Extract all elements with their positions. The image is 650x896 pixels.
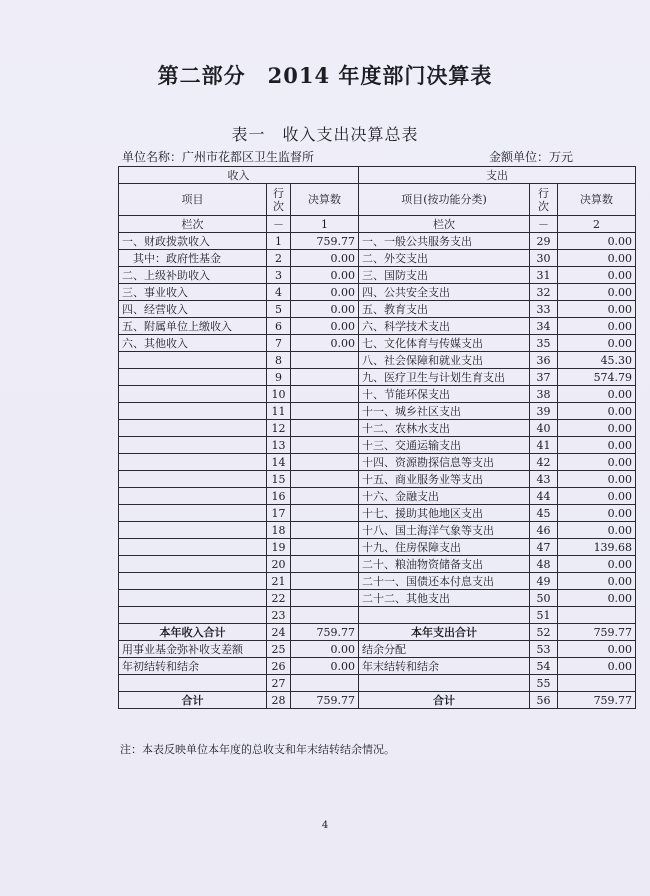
expense-item-cell: 五、教育支出 — [359, 301, 530, 318]
table-row — [119, 658, 636, 675]
income-amount-cell — [291, 573, 359, 590]
table-row — [119, 607, 636, 624]
income-item-cell: 本年收入合计 — [119, 624, 267, 641]
income-amount-cell: 0.00 — [291, 301, 359, 318]
unit-name: 单位名称：广州市花都区卫生监督所 — [122, 150, 315, 164]
lanci-label-expense: 栏次 — [359, 216, 530, 233]
income-item-cell: 用事业基金弥补收支差额 — [119, 641, 267, 658]
expense-item-cell: 九、医疗卫生与计划生育支出 — [359, 369, 530, 386]
income-expense-table — [118, 166, 636, 709]
expense-row-no-cell: 47 — [530, 539, 558, 556]
table-row — [119, 624, 636, 641]
income-amount-cell: 0.00 — [291, 335, 359, 352]
expense-amount-cell: 0.00 — [558, 454, 636, 471]
table-row — [119, 267, 636, 284]
expense-amount-cell: 0.00 — [558, 556, 636, 573]
income-amount-cell — [291, 420, 359, 437]
expense-item-cell: 结余分配 — [359, 641, 530, 658]
expense-row-no-cell: 49 — [530, 573, 558, 590]
table-row — [119, 539, 636, 556]
page-title: 第二部分 2014 年度部门决算表 — [157, 63, 493, 88]
income-item-cell: 六、其他收入 — [119, 335, 267, 352]
expense-item-cell: 二十二、其他支出 — [359, 590, 530, 607]
table-row — [119, 556, 636, 573]
table-row — [119, 454, 636, 471]
income-item-cell — [119, 471, 267, 488]
expense-amount-cell: 0.00 — [558, 301, 636, 318]
expense-item-cell: 八、社会保障和就业支出 — [359, 352, 530, 369]
expense-amount-cell: 0.00 — [558, 233, 636, 250]
expense-amount-cell: 0.00 — [558, 403, 636, 420]
income-amount-cell — [291, 454, 359, 471]
income-group-header: 收入 — [119, 167, 359, 184]
income-row-no-cell: 22 — [267, 590, 291, 607]
expense-amount-cell: 0.00 — [558, 267, 636, 284]
income-row-no-cell: 4 — [267, 284, 291, 301]
income-row-no-cell: 15 — [267, 471, 291, 488]
income-amount-cell — [291, 386, 359, 403]
income-amount-cell — [291, 505, 359, 522]
expense-row-no-cell: 40 — [530, 420, 558, 437]
income-amount-cell — [291, 471, 359, 488]
expense-item-cell: 十五、商业服务业等支出 — [359, 471, 530, 488]
lanci-dash-income: － — [267, 216, 291, 233]
income-row-no-cell: 5 — [267, 301, 291, 318]
expense-item-cell — [359, 607, 530, 624]
expense-amount-cell: 0.00 — [558, 590, 636, 607]
income-amount-cell: 0.00 — [291, 658, 359, 675]
table-title: 表一 收入支出决算总表 — [231, 125, 419, 144]
col-header-income-amount: 决算数 — [291, 184, 359, 216]
expense-row-no-cell: 53 — [530, 641, 558, 658]
lanci-col-expense: 2 — [558, 216, 636, 233]
income-item-cell — [119, 386, 267, 403]
expense-item-cell: 本年支出合计 — [359, 624, 530, 641]
expense-row-no-cell: 50 — [530, 590, 558, 607]
expense-amount-cell: 0.00 — [558, 522, 636, 539]
income-row-no-cell: 21 — [267, 573, 291, 590]
income-row-no-cell: 28 — [267, 692, 291, 709]
expense-item-cell: 七、文化体育与传媒支出 — [359, 335, 530, 352]
income-row-no-cell: 14 — [267, 454, 291, 471]
income-row-no-cell: 13 — [267, 437, 291, 454]
table-row — [119, 573, 636, 590]
expense-item-cell: 四、公共安全支出 — [359, 284, 530, 301]
expense-row-no-cell: 31 — [530, 267, 558, 284]
expense-row-no-cell: 29 — [530, 233, 558, 250]
income-amount-cell — [291, 590, 359, 607]
income-row-no-cell: 9 — [267, 369, 291, 386]
expense-row-no-cell: 42 — [530, 454, 558, 471]
income-item-cell — [119, 420, 267, 437]
footnote: 注：本表反映单位本年度的总收支和年末结转结余情况。 — [120, 743, 395, 756]
expense-item-cell: 十三、交通运输支出 — [359, 437, 530, 454]
income-row-no-cell: 3 — [267, 267, 291, 284]
income-item-cell: 三、事业收入 — [119, 284, 267, 301]
table-row — [119, 386, 636, 403]
expense-amount-cell: 0.00 — [558, 471, 636, 488]
expense-item-cell — [359, 675, 530, 692]
income-item-cell — [119, 675, 267, 692]
table-row — [119, 505, 636, 522]
income-item-cell — [119, 454, 267, 471]
expense-row-no-cell: 35 — [530, 335, 558, 352]
expense-amount-cell: 0.00 — [558, 250, 636, 267]
expense-amount-cell: 0.00 — [558, 318, 636, 335]
income-amount-cell — [291, 352, 359, 369]
income-row-no-cell: 27 — [267, 675, 291, 692]
income-item-cell — [119, 505, 267, 522]
income-row-no-cell: 11 — [267, 403, 291, 420]
expense-amount-cell: 0.00 — [558, 641, 636, 658]
expense-amount-cell: 139.68 — [558, 539, 636, 556]
income-row-no-cell: 6 — [267, 318, 291, 335]
income-amount-cell — [291, 539, 359, 556]
income-row-no-cell: 12 — [267, 420, 291, 437]
income-amount-cell — [291, 403, 359, 420]
expense-group-header: 支出 — [359, 167, 636, 184]
expense-row-no-cell: 55 — [530, 675, 558, 692]
expense-amount-cell: 574.79 — [558, 369, 636, 386]
expense-amount-cell: 0.00 — [558, 505, 636, 522]
expense-item-cell: 六、科学技术支出 — [359, 318, 530, 335]
income-amount-cell — [291, 522, 359, 539]
col-header-income-row-no: 行 次 — [267, 184, 291, 216]
income-amount-cell — [291, 488, 359, 505]
income-item-cell — [119, 403, 267, 420]
expense-item-cell: 年末结转和结余 — [359, 658, 530, 675]
income-item-cell — [119, 437, 267, 454]
expense-amount-cell: 759.77 — [558, 624, 636, 641]
income-amount-cell: 759.77 — [291, 692, 359, 709]
income-amount-cell: 0.00 — [291, 284, 359, 301]
income-row-no-cell: 1 — [267, 233, 291, 250]
col-header-expense-amount: 决算数 — [558, 184, 636, 216]
expense-amount-cell — [558, 675, 636, 692]
income-item-cell: 二、上级补助收入 — [119, 267, 267, 284]
income-item-cell: 年初结转和结余 — [119, 658, 267, 675]
income-item-cell — [119, 539, 267, 556]
expense-amount-cell — [558, 607, 636, 624]
income-row-no-cell: 8 — [267, 352, 291, 369]
income-item-cell: 五、附属单位上缴收入 — [119, 318, 267, 335]
expense-amount-cell: 0.00 — [558, 284, 636, 301]
income-row-no-cell: 20 — [267, 556, 291, 573]
income-amount-cell — [291, 437, 359, 454]
income-item-cell — [119, 522, 267, 539]
expense-item-cell: 十二、农林水支出 — [359, 420, 530, 437]
column-index-row — [119, 216, 636, 233]
expense-amount-cell: 0.00 — [558, 488, 636, 505]
expense-amount-cell: 0.00 — [558, 335, 636, 352]
expense-item-cell: 十七、援助其他地区支出 — [359, 505, 530, 522]
income-row-no-cell: 19 — [267, 539, 291, 556]
table-row — [119, 437, 636, 454]
table-row — [119, 641, 636, 658]
income-amount-cell — [291, 369, 359, 386]
income-amount-cell — [291, 675, 359, 692]
income-amount-cell — [291, 556, 359, 573]
expense-row-no-cell: 32 — [530, 284, 558, 301]
col-header-expense-row-no: 行 次 — [530, 184, 558, 216]
expense-row-no-cell: 45 — [530, 505, 558, 522]
group-header-row — [119, 167, 636, 184]
income-item-cell — [119, 352, 267, 369]
income-amount-cell: 759.77 — [291, 233, 359, 250]
expense-item-cell: 二十、粮油物资储备支出 — [359, 556, 530, 573]
expense-row-no-cell: 44 — [530, 488, 558, 505]
table-row — [119, 488, 636, 505]
income-item-cell — [119, 607, 267, 624]
expense-row-no-cell: 52 — [530, 624, 558, 641]
table-row — [119, 522, 636, 539]
expense-item-cell: 十四、资源勘探信息等支出 — [359, 454, 530, 471]
expense-row-no-cell: 30 — [530, 250, 558, 267]
income-item-cell: 一、财政拨款收入 — [119, 233, 267, 250]
table-row — [119, 318, 636, 335]
expense-amount-cell: 0.00 — [558, 437, 636, 454]
table-row — [119, 250, 636, 267]
expense-item-cell: 二十一、国债还本付息支出 — [359, 573, 530, 590]
expense-row-no-cell: 39 — [530, 403, 558, 420]
expense-row-no-cell: 56 — [530, 692, 558, 709]
expense-item-cell: 二、外交支出 — [359, 250, 530, 267]
expense-row-no-cell: 43 — [530, 471, 558, 488]
income-item-cell — [119, 556, 267, 573]
expense-item-cell: 一、一般公共服务支出 — [359, 233, 530, 250]
col-header-income-item: 项目 — [119, 184, 267, 216]
income-amount-cell — [291, 607, 359, 624]
lanci-col-income: 1 — [291, 216, 359, 233]
table-row — [119, 352, 636, 369]
column-header-row — [119, 184, 636, 216]
expense-item-cell: 合计 — [359, 692, 530, 709]
table-row — [119, 403, 636, 420]
income-row-no-cell: 26 — [267, 658, 291, 675]
income-item-cell: 合计 — [119, 692, 267, 709]
expense-row-no-cell: 51 — [530, 607, 558, 624]
income-row-no-cell: 16 — [267, 488, 291, 505]
income-row-no-cell: 18 — [267, 522, 291, 539]
expense-amount-cell: 0.00 — [558, 386, 636, 403]
expense-item-cell: 十六、金融支出 — [359, 488, 530, 505]
page-number: 4 — [321, 820, 329, 831]
col-header-expense-item: 项目(按功能分类) — [359, 184, 530, 216]
expense-row-no-cell: 48 — [530, 556, 558, 573]
income-item-cell — [119, 369, 267, 386]
expense-amount-cell: 759.77 — [558, 692, 636, 709]
income-amount-cell: 759.77 — [291, 624, 359, 641]
table-row — [119, 471, 636, 488]
income-row-no-cell: 23 — [267, 607, 291, 624]
income-item-cell: 其中：政府性基金 — [119, 250, 267, 267]
income-item-cell — [119, 590, 267, 607]
income-amount-cell: 0.00 — [291, 318, 359, 335]
income-row-no-cell: 2 — [267, 250, 291, 267]
income-row-no-cell: 7 — [267, 335, 291, 352]
lanci-dash-expense: － — [530, 216, 558, 233]
table-row — [119, 284, 636, 301]
table-row — [119, 369, 636, 386]
expense-amount-cell: 0.00 — [558, 658, 636, 675]
table-row — [119, 692, 636, 709]
expense-item-cell: 十八、国土海洋气象等支出 — [359, 522, 530, 539]
income-row-no-cell: 10 — [267, 386, 291, 403]
table-row — [119, 233, 636, 250]
expense-item-cell: 十、节能环保支出 — [359, 386, 530, 403]
expense-item-cell: 十九、住房保障支出 — [359, 539, 530, 556]
expense-row-no-cell: 33 — [530, 301, 558, 318]
income-item-cell — [119, 488, 267, 505]
expense-row-no-cell: 54 — [530, 658, 558, 675]
expense-row-no-cell: 41 — [530, 437, 558, 454]
expense-row-no-cell: 34 — [530, 318, 558, 335]
table-row — [119, 675, 636, 692]
expense-amount-cell: 45.30 — [558, 352, 636, 369]
income-amount-cell: 0.00 — [291, 267, 359, 284]
income-item-cell — [119, 573, 267, 590]
expense-item-cell: 三、国防支出 — [359, 267, 530, 284]
income-item-cell: 四、经营收入 — [119, 301, 267, 318]
income-row-no-cell: 25 — [267, 641, 291, 658]
income-amount-cell: 0.00 — [291, 641, 359, 658]
table-row — [119, 301, 636, 318]
table-row — [119, 590, 636, 607]
amount-unit: 金额单位：万元 — [489, 150, 574, 164]
income-row-no-cell: 17 — [267, 505, 291, 522]
expense-amount-cell: 0.00 — [558, 573, 636, 590]
table-row — [119, 335, 636, 352]
expense-row-no-cell: 37 — [530, 369, 558, 386]
expense-row-no-cell: 46 — [530, 522, 558, 539]
expense-item-cell: 十一、城乡社区支出 — [359, 403, 530, 420]
lanci-label-income: 栏次 — [119, 216, 267, 233]
income-row-no-cell: 24 — [267, 624, 291, 641]
table-row — [119, 420, 636, 437]
expense-row-no-cell: 36 — [530, 352, 558, 369]
income-amount-cell: 0.00 — [291, 250, 359, 267]
expense-amount-cell: 0.00 — [558, 420, 636, 437]
expense-row-no-cell: 38 — [530, 386, 558, 403]
